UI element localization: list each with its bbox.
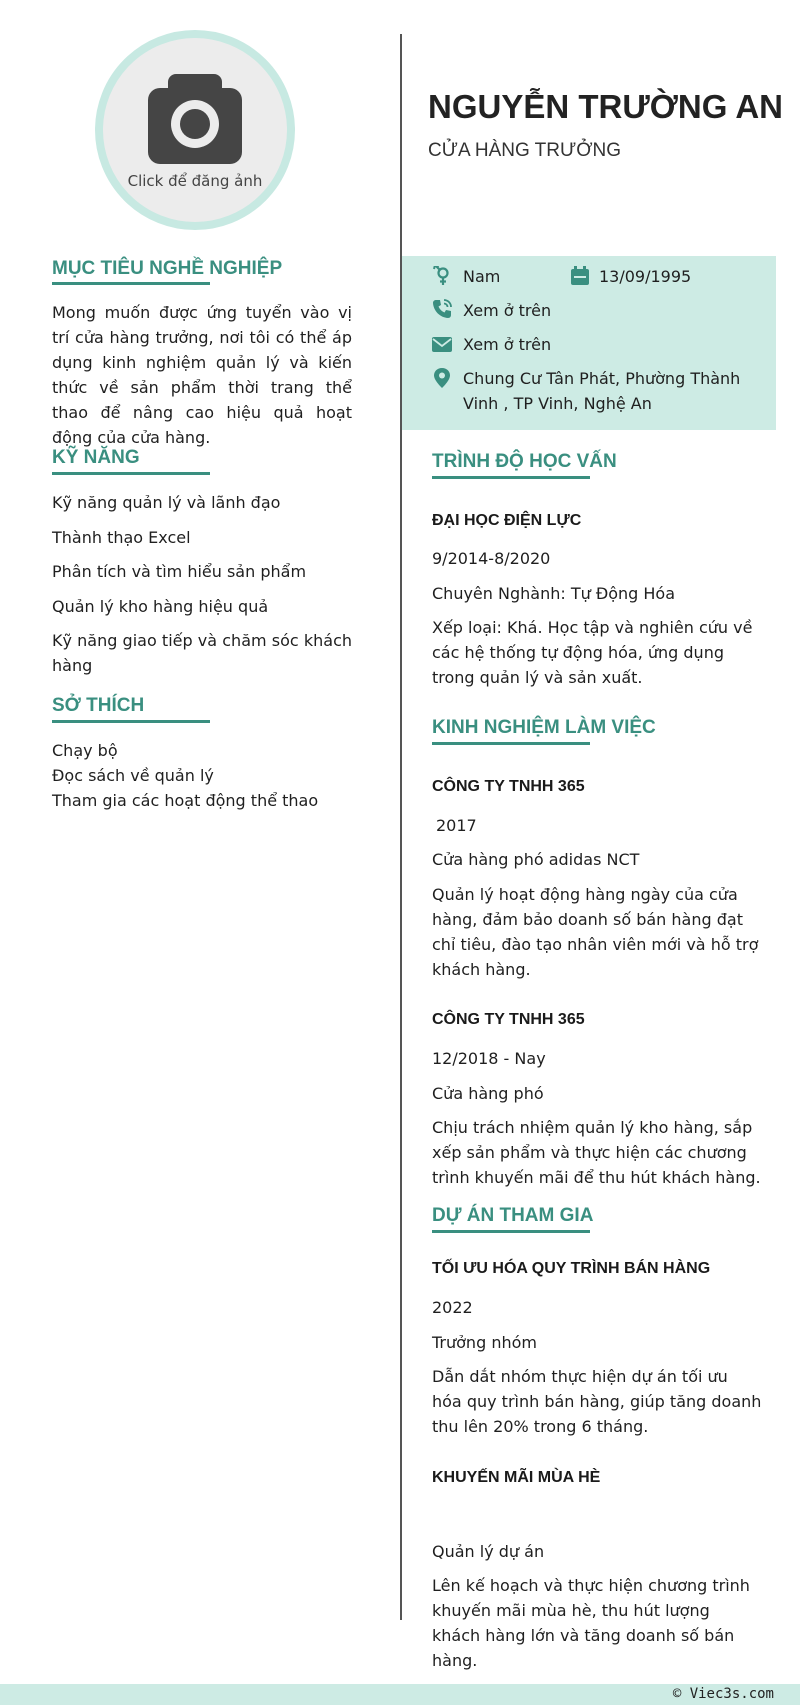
avatar-upload[interactable] [95, 30, 295, 230]
gender-icon [432, 266, 452, 286]
camera-icon [148, 70, 242, 164]
hobbies-title: SỞ THÍCH [52, 695, 145, 716]
candidate-role: CỬA HÀNG TRƯỞNG [428, 140, 622, 161]
phone-icon [432, 299, 452, 319]
footer-watermark: © Viec3s.com [672, 1686, 774, 1702]
experience-position: Cửa hàng phó [432, 1084, 544, 1103]
project-role: Quản lý dự án [432, 1542, 545, 1561]
objective-title: MỤC TIÊU NGHỀ NGHIỆP [52, 258, 283, 279]
experience-company: CÔNG TY TNHH 365 [432, 778, 585, 795]
education-major: Chuyên Nghành: Tự Động Hóa [432, 584, 676, 603]
address-line-1: Chung Cư Tân Phát, Phường Thành [463, 369, 741, 388]
skill-item: Thành thạo Excel [52, 528, 191, 547]
project-name: TỐI ƯU HÓA QUY TRÌNH BÁN HÀNG [432, 1260, 711, 1277]
hobby-item: Tham gia các hoạt động thể thao [52, 791, 319, 810]
skills-underline [52, 472, 210, 475]
calendar-icon [570, 266, 590, 286]
email-value[interactable]: Xem ở trên [463, 335, 552, 354]
skill-item: Kỹ năng quản lý và lãnh đạo [52, 493, 281, 512]
email-icon [432, 334, 452, 354]
hobby-item: Đọc sách về quản lý [52, 766, 214, 785]
project-description: Dẫn dắt nhóm thực hiện dự án tối ưu hóa quy trình bán hàng, giúp tăng doanh thu lên 20% trong 6 tháng. [432, 1367, 762, 1436]
hobby-item: Chạy bộ [52, 741, 118, 760]
education-title: TRÌNH ĐỘ HỌC VẤN [432, 451, 617, 472]
contact-panel [402, 256, 776, 430]
location-pin-icon [432, 368, 452, 388]
footer-bar [0, 1684, 800, 1705]
education-school: ĐẠI HỌC ĐIỆN LỰC [432, 512, 582, 529]
avatar-upload-label: Click để đăng ảnh [127, 172, 263, 190]
objective-underline [52, 282, 210, 285]
gender-value: Nam [463, 267, 501, 286]
birthdate-value: 13/09/1995 [599, 267, 692, 286]
hobbies-underline [52, 720, 210, 723]
address-line-2: Vinh , TP Vinh, Nghệ An [463, 394, 652, 413]
skill-item: Phân tích và tìm hiểu sản phẩm [52, 562, 307, 581]
skill-item: Kỹ năng giao tiếp và chăm sóc khách hàng [52, 631, 352, 675]
experience-period: 12/2018 - Nay [432, 1049, 546, 1068]
project-name: KHUYẾN MÃI MÙA HÈ [432, 1469, 601, 1486]
experience-period: 2017 [436, 816, 477, 835]
phone-value[interactable]: Xem ở trên [463, 301, 552, 320]
experience-position: Cửa hàng phó adidas NCT [432, 850, 640, 869]
education-description: Xếp loại: Khá. Học tập và nghiên cứu về các hệ thống tự động hóa, ứng dụng trong quản lý và sản xuất. [432, 618, 753, 687]
experience-description: Quản lý hoạt động hàng ngày của cửa hàng, đảm bảo doanh số bán hàng đạt chỉ tiêu, đào tạo nhân viên mới và hỗ trợ khách hàng. [432, 885, 759, 979]
education-underline [432, 476, 590, 479]
projects-title: DỰ ÁN THAM GIA [432, 1205, 594, 1226]
education-period: 9/2014-8/2020 [432, 549, 551, 568]
projects-underline [432, 1230, 590, 1233]
project-year: 2022 [432, 1298, 473, 1317]
skill-item: Quản lý kho hàng hiệu quả [52, 597, 269, 616]
objective-text: Mong muốn được ứng tuyển vào vị trí cửa hàng trưởng, nơi tôi có thể áp dụng kinh nghiệm quản lý và kiến thức về sản phẩm thời trang thể thao để nâng cao hiệu quả hoạt động của cửa hàng. [52, 303, 352, 447]
candidate-name: NGUYỄN TRƯỜNG AN [428, 88, 783, 125]
experience-title: KINH NGHIỆM LÀM VIỆC [432, 717, 656, 738]
project-role: Trưởng nhóm [432, 1333, 537, 1352]
experience-underline [432, 742, 590, 745]
address-value [463, 366, 763, 416]
project-description: Lên kế hoạch và thực hiện chương trình khuyến mãi mùa hè, thu hút lượng khách hàng lớn và tăng doanh số bán hàng. [432, 1576, 750, 1670]
experience-company: CÔNG TY TNHH 365 [432, 1011, 585, 1028]
skills-title: KỸ NĂNG [52, 447, 140, 468]
experience-description: Chịu trách nhiệm quản lý kho hàng, sắp xếp sản phẩm và thực hiện các chương trình khuyến mãi để thu hút khách hàng. [432, 1118, 761, 1187]
